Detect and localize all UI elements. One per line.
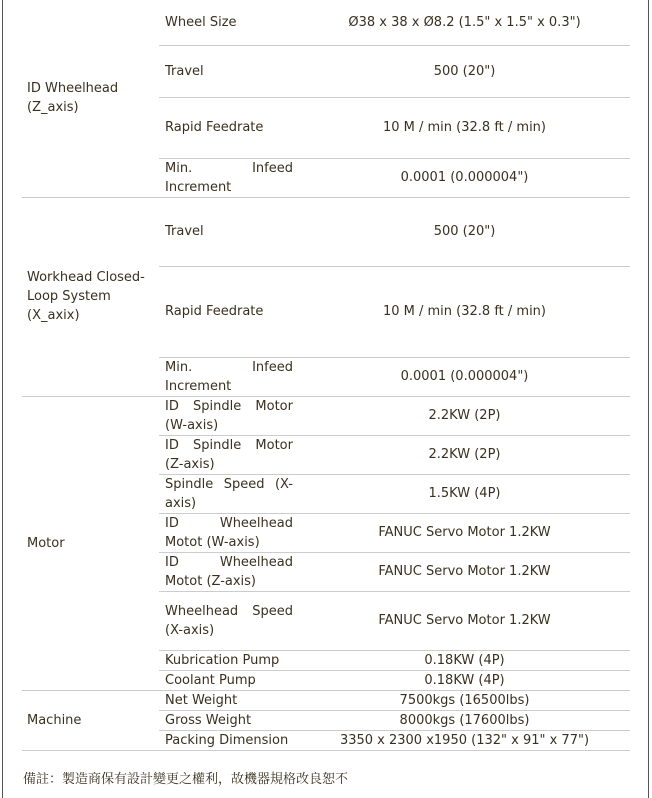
spec-value: 7500kgs (16500lbs) [299,690,630,710]
spec-label: Min. Infeed Increment [159,158,299,197]
spec-value: FANUC Servo Motor 1.2KW [299,513,630,552]
spec-value: 10 M / min (32.8 ft / min) [299,266,630,357]
spec-label: Packing Dimension [159,730,299,750]
spec-label: Coolant Pump [159,670,299,690]
group-label: Motor [22,396,159,690]
spec-label: Wheel Size [159,0,299,45]
spec-label: Rapid Feedrate [159,266,299,357]
spec-value: 2.2KW (2P) [299,435,630,474]
spec-label: ID Spindle Motor (Z-axis) [159,435,299,474]
spec-value: 8000kgs (17600lbs) [299,710,630,730]
spec-label: Wheelhead Speed (X-axis) [159,591,299,650]
spec-value: 10 M / min (32.8 ft / min) [299,97,630,158]
spec-label: Gross Weight [159,710,299,730]
table-row [22,197,630,266]
spec-value: 500 (20") [299,45,630,97]
spec-value: Ø38 x 38 x Ø8.2 (1.5" x 1.5" x 0.3") [299,0,630,45]
group-label: Workhead Closed-Loop System (X_axix) [22,197,159,396]
spec-value: 0.0001 (0.000004") [299,357,630,396]
spec-value: FANUC Servo Motor 1.2KW [299,591,630,650]
table-row [22,690,630,710]
spec-value: 3350 x 2300 x1950 (132" x 91" x 77") [299,730,630,750]
spec-label: ID Spindle Motor (W-axis) [159,396,299,435]
spec-label: ID Wheelhead Motot (Z-axis) [159,552,299,591]
footnote: 備註：製造商保有設計變更之權利，故機器規格改良恕不 [23,772,349,787]
spec-label: Travel [159,197,299,266]
spec-table [22,0,630,751]
spec-value: 1.5KW (4P) [299,474,630,513]
spec-value: 0.18KW (4P) [299,670,630,690]
spec-label: ID Wheelhead Motot (W-axis) [159,513,299,552]
spec-label: Net Weight [159,690,299,710]
spec-label: Spindle Speed (X-axis) [159,474,299,513]
spec-label: Rapid Feedrate [159,97,299,158]
spec-value: 0.0001 (0.000004") [299,158,630,197]
group-label: Machine [22,690,159,750]
table-row [22,0,630,45]
group-label: ID Wheelhead (Z_axis) [22,0,159,197]
spec-value: 500 (20") [299,197,630,266]
spec-value: 0.18KW (4P) [299,650,630,670]
spec-label: Min. Infeed Increment [159,357,299,396]
spec-label: Kubrication Pump [159,650,299,670]
spec-label: Travel [159,45,299,97]
table-row [22,396,630,435]
spec-value: 2.2KW (2P) [299,396,630,435]
spec-value: FANUC Servo Motor 1.2KW [299,552,630,591]
